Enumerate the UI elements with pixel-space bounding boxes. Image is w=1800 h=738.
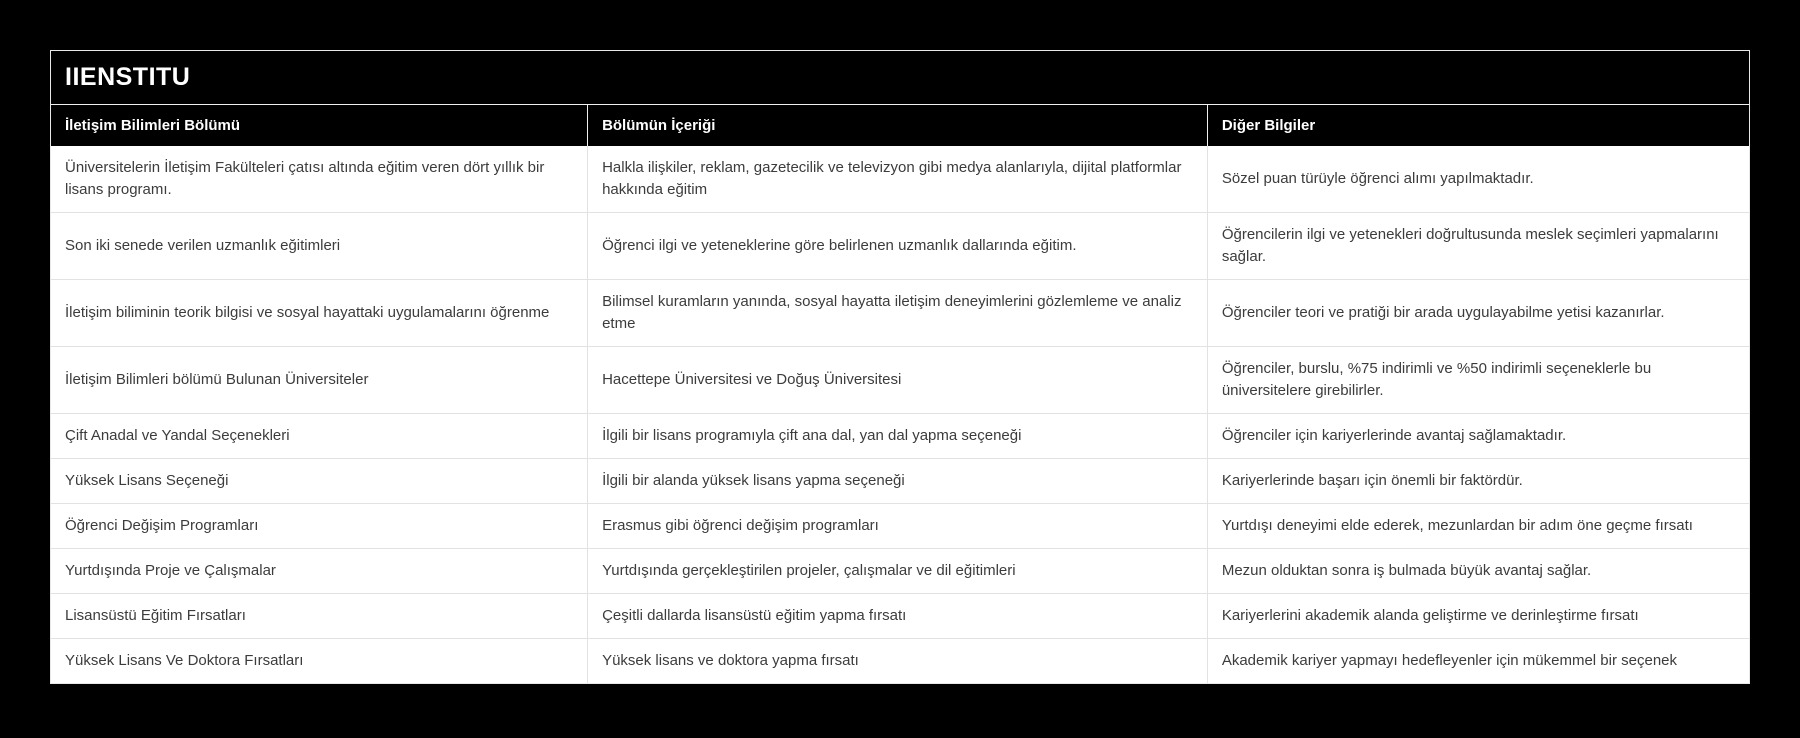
table-card xyxy=(50,50,1750,684)
table-row xyxy=(51,549,1749,594)
table-cell: Mezun olduktan sonra iş bulmada büyük avantaj sağlar. xyxy=(1207,549,1749,594)
table-row xyxy=(51,639,1749,684)
table-cell: Üniversitelerin İletişim Fakülteleri çatısı altında eğitim veren dört yıllık bir lisans programı. xyxy=(51,146,588,213)
table-cell: Öğrenciler teori ve pratiği bir arada uygulayabilme yetisi kazanırlar. xyxy=(1207,280,1749,347)
title-bar xyxy=(51,51,1749,105)
table-cell: Kariyerlerinde başarı için önemli bir faktördür. xyxy=(1207,459,1749,504)
table-cell: Öğrenciler, burslu, %75 indirimli ve %50 indirimli seçeneklerle bu üniversitelere girebilirler. xyxy=(1207,347,1749,414)
table-cell: Lisansüstü Eğitim Fırsatları xyxy=(51,594,588,639)
table-cell: Halkla ilişkiler, reklam, gazetecilik ve televizyon gibi medya alanlarıyla, dijital platformlar hakkında eğitim xyxy=(588,146,1208,213)
table-row xyxy=(51,594,1749,639)
table-header xyxy=(51,105,1749,146)
table-cell: Yurtdışında gerçekleştirilen projeler, çalışmalar ve dil eğitimleri xyxy=(588,549,1208,594)
table-cell: Yüksek lisans ve doktora yapma fırsatı xyxy=(588,639,1208,684)
table-row xyxy=(51,414,1749,459)
column-header-bolum: İletişim Bilimleri Bölümü xyxy=(51,105,588,146)
table-body xyxy=(51,146,1749,683)
table-row xyxy=(51,347,1749,414)
table-cell: Öğrenciler için kariyerlerinde avantaj sağlamaktadır. xyxy=(1207,414,1749,459)
table-cell: Akademik kariyer yapmayı hedefleyenler için mükemmel bir seçenek xyxy=(1207,639,1749,684)
page-title: IIENSTITU xyxy=(65,63,191,91)
table-cell: Yüksek Lisans Seçeneği xyxy=(51,459,588,504)
table-cell: İletişim Bilimleri bölümü Bulunan Üniversiteler xyxy=(51,347,588,414)
table-cell: İlgili bir lisans programıyla çift ana dal, yan dal yapma seçeneği xyxy=(588,414,1208,459)
table-row xyxy=(51,146,1749,213)
table-cell: Öğrenci Değişim Programları xyxy=(51,504,588,549)
table-row xyxy=(51,459,1749,504)
table-cell: Yüksek Lisans Ve Doktora Fırsatları xyxy=(51,639,588,684)
table-cell: Bilimsel kuramların yanında, sosyal hayatta iletişim deneyimlerini gözlemleme ve analiz etme xyxy=(588,280,1208,347)
table-cell: Çeşitli dallarda lisansüstü eğitim yapma fırsatı xyxy=(588,594,1208,639)
table-cell: Erasmus gibi öğrenci değişim programları xyxy=(588,504,1208,549)
table-cell: Son iki senede verilen uzmanlık eğitimleri xyxy=(51,213,588,280)
column-header-diger: Diğer Bilgiler xyxy=(1207,105,1749,146)
table-cell: Yurtdışında Proje ve Çalışmalar xyxy=(51,549,588,594)
table-cell: Kariyerlerini akademik alanda geliştirme ve derinleştirme fırsatı xyxy=(1207,594,1749,639)
table-cell: Yurtdışı deneyimi elde ederek, mezunlardan bir adım öne geçme fırsatı xyxy=(1207,504,1749,549)
table-row xyxy=(51,504,1749,549)
table-cell: İletişim biliminin teorik bilgisi ve sosyal hayattaki uygulamalarını öğrenme xyxy=(51,280,588,347)
header-row xyxy=(51,105,1749,146)
info-table xyxy=(51,105,1749,683)
column-header-icerik: Bölümün İçeriği xyxy=(588,105,1208,146)
table-cell: Sözel puan türüyle öğrenci alımı yapılmaktadır. xyxy=(1207,146,1749,213)
table-row xyxy=(51,213,1749,280)
table-cell: Hacettepe Üniversitesi ve Doğuş Üniversitesi xyxy=(588,347,1208,414)
table-cell: Çift Anadal ve Yandal Seçenekleri xyxy=(51,414,588,459)
table-cell: Öğrencilerin ilgi ve yetenekleri doğrultusunda meslek seçimleri yapmalarını sağlar. xyxy=(1207,213,1749,280)
table-cell: Öğrenci ilgi ve yeteneklerine göre belirlenen uzmanlık dallarında eğitim. xyxy=(588,213,1208,280)
table-row xyxy=(51,280,1749,347)
table-cell: İlgili bir alanda yüksek lisans yapma seçeneği xyxy=(588,459,1208,504)
